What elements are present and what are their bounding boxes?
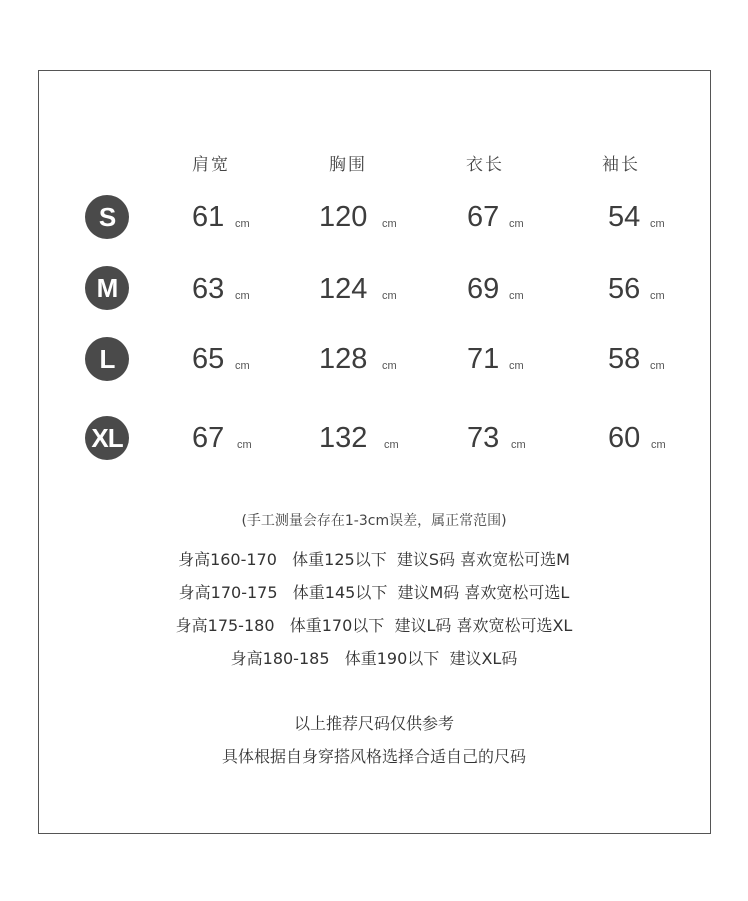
size-row-xl	[0, 416, 748, 466]
size-badge: L	[85, 337, 129, 381]
size-row-m	[0, 266, 748, 316]
shoulder-value: 67	[192, 422, 225, 454]
chest-value: 132	[319, 422, 368, 454]
shoulder-value: 65	[192, 343, 225, 375]
unit-label: cm	[509, 360, 524, 372]
chest-value: 120	[319, 201, 368, 233]
recommendation-line: 身高170-175 体重145以下 建议M码 喜欢宽松可选L	[178, 583, 570, 602]
unit-label: cm	[384, 439, 399, 451]
unit-label: cm	[650, 290, 665, 302]
header-chest: 胸围	[329, 155, 367, 175]
length-value: 73	[467, 422, 500, 454]
unit-label: cm	[237, 439, 252, 451]
chest-value: 124	[319, 273, 368, 305]
reference-note: 以上推荐尺码仅供参考	[293, 714, 454, 733]
size-badge: XL	[85, 416, 129, 460]
header-shoulder: 肩宽	[192, 155, 230, 175]
header-sleeve: 袖长	[602, 155, 640, 175]
recommendation-line: 身高175-180 体重170以下 建议L码 喜欢宽松可选XL	[175, 616, 573, 635]
header-length: 衣长	[466, 155, 504, 175]
shoulder-value: 63	[192, 273, 225, 305]
size-row-l	[0, 337, 748, 387]
size-badge: M	[85, 266, 129, 310]
size-row-s	[0, 195, 748, 245]
unit-label: cm	[235, 218, 250, 230]
sleeve-value: 56	[608, 273, 641, 305]
chest-value: 128	[319, 343, 368, 375]
unit-label: cm	[235, 290, 250, 302]
recommendation-line: 身高160-170 体重125以下 建议S码 喜欢宽松可选M	[178, 550, 570, 569]
sleeve-value: 60	[608, 422, 641, 454]
unit-label: cm	[650, 218, 665, 230]
unit-label: cm	[235, 360, 250, 372]
unit-label: cm	[382, 290, 397, 302]
unit-label: cm	[382, 218, 397, 230]
recommendation-line: 身高180-185 体重190以下 建议XL码	[230, 649, 518, 668]
unit-label: cm	[651, 439, 666, 451]
unit-label: cm	[382, 360, 397, 372]
shoulder-value: 61	[192, 201, 225, 233]
sleeve-value: 54	[608, 201, 641, 233]
unit-label: cm	[511, 439, 526, 451]
unit-label: cm	[509, 290, 524, 302]
unit-label: cm	[650, 360, 665, 372]
length-value: 69	[467, 273, 500, 305]
length-value: 71	[467, 343, 500, 375]
measurement-error-note: (手工测量会存在1-3cm误差，属正常范围)	[241, 513, 507, 529]
length-value: 67	[467, 201, 500, 233]
sleeve-value: 58	[608, 343, 641, 375]
size-badge: S	[85, 195, 129, 239]
unit-label: cm	[509, 218, 524, 230]
style-advice-note: 具体根据自身穿搭风格选择合适自己的尺码	[221, 747, 526, 766]
